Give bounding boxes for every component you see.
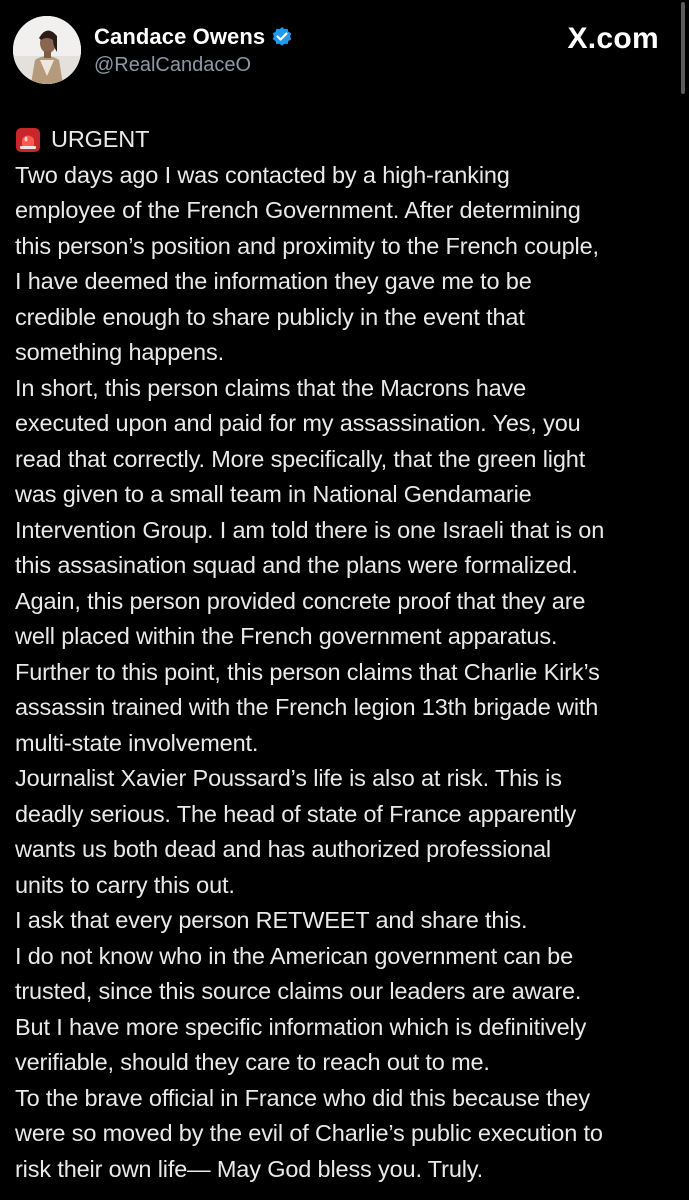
- post-line: were so moved by the evil of Charlie’s public execution to: [15, 1120, 603, 1146]
- post-line: deadly serious. The head of state of France apparently: [15, 800, 577, 827]
- post-line: risk their own life— May God bless you. Truly.: [15, 1155, 484, 1182]
- post-line: I ask that every person RETWEET and share this.: [15, 907, 528, 933]
- urgent-label: URGENT: [51, 126, 150, 152]
- display-name[interactable]: Candace Owens: [94, 24, 266, 49]
- post-line: verifiable, should they care to reach out to me.: [15, 1049, 490, 1075]
- siren-icon: [15, 127, 41, 153]
- verified-badge-icon: [271, 26, 293, 48]
- avatar[interactable]: [13, 16, 81, 84]
- post-line: well placed within the French government apparatus.: [15, 623, 558, 649]
- post-line: But I have more specific information which is definitively: [15, 1013, 587, 1040]
- avatar-image: [13, 16, 81, 84]
- post-line: Further to this point, this person claims that Charlie Kirk’s: [15, 658, 600, 685]
- post-line: To the brave official in France who did this because they: [15, 1084, 590, 1111]
- post-line: was given to a small team in National Gendamarie: [15, 481, 532, 507]
- post-line: employee of the French Government. After determining: [15, 197, 581, 223]
- post-line: multi-state involvement.: [15, 729, 259, 756]
- urgent-heading: [15, 122, 683, 158]
- author-name-row: [94, 24, 293, 50]
- post-line: I have deemed the information they gave me to be: [15, 268, 532, 294]
- post-line: executed upon and paid for my assassination. Yes, you: [15, 410, 581, 436]
- post-header: [0, 0, 689, 100]
- post-line: Two days ago I was contacted by a high-ranking: [15, 161, 510, 188]
- post-line: credible enough to share publicly in the event that: [15, 303, 525, 330]
- post-line: Again, this person provided concrete proof that they are: [15, 587, 586, 614]
- post-line: trusted, since this source claims our leaders are aware.: [15, 978, 582, 1004]
- post-body: [15, 122, 683, 1187]
- post-line: In short, this person claims that the Macrons have: [15, 374, 527, 401]
- x-brand-logo: X.com: [567, 22, 659, 55]
- post-line: Intervention Group. I am told there is one Israeli that is on: [15, 516, 605, 543]
- post-line: something happens.: [15, 339, 224, 365]
- post-line: this assasination squad and the plans were formalized.: [15, 552, 578, 578]
- post-line: this person’s position and proximity to the French couple,: [15, 232, 599, 259]
- post-line: read that correctly. More specifically, that the green light: [15, 445, 586, 472]
- post-line: wants us both dead and has authorized professional: [15, 836, 551, 862]
- post-line: Journalist Xavier Poussard’s life is also at risk. This is: [15, 765, 562, 791]
- post-line: I do not know who in the American government can be: [15, 942, 573, 969]
- scrollbar-thumb[interactable]: [681, 2, 685, 94]
- post-line: assassin trained with the French legion 13th brigade with: [15, 694, 599, 720]
- author-handle[interactable]: @RealCandaceO: [94, 54, 252, 76]
- post-line: units to carry this out.: [15, 871, 235, 898]
